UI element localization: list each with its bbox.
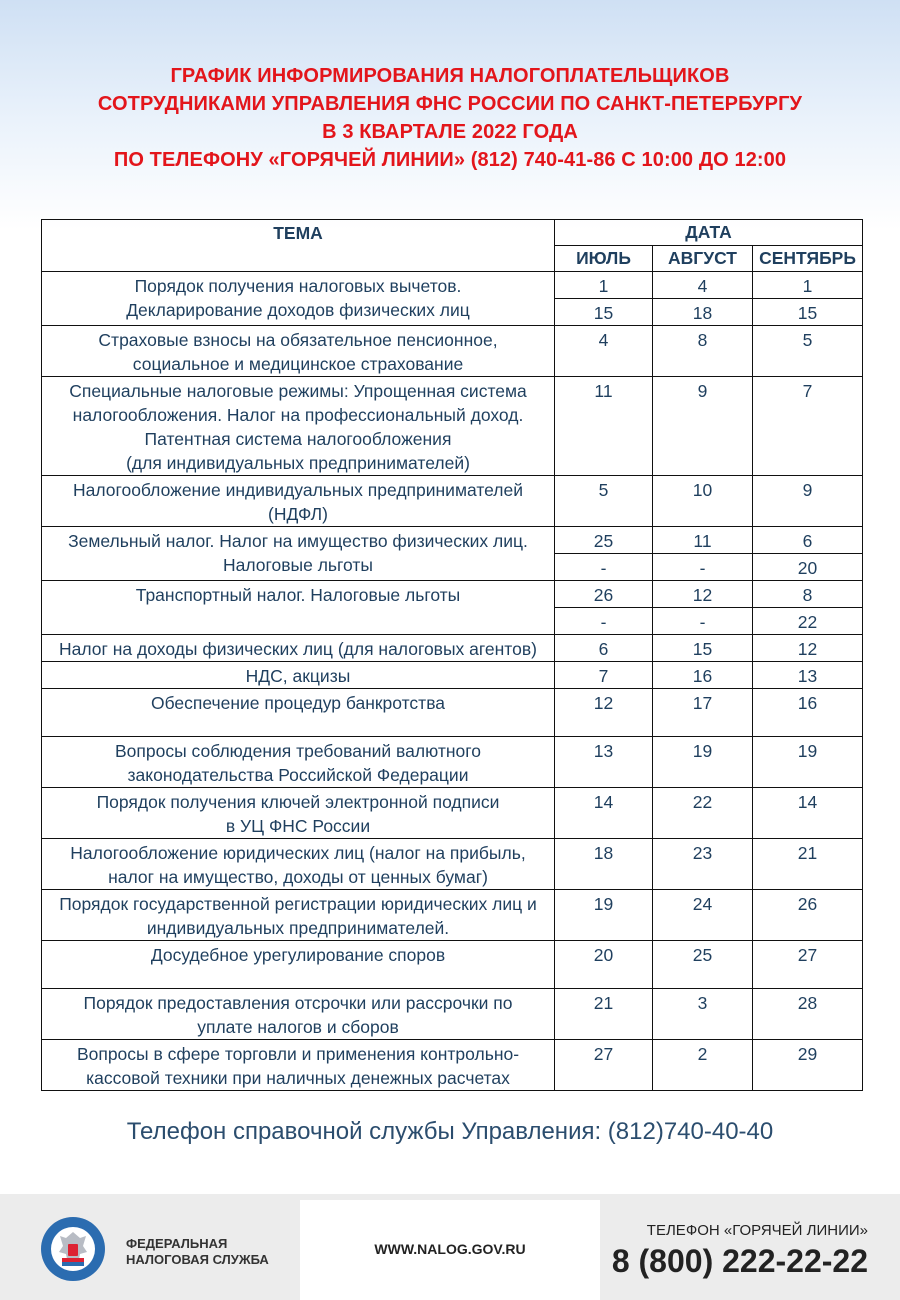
date-cell: 15: [555, 299, 653, 326]
org-name-line-1: ФЕДЕРАЛЬНАЯ: [126, 1236, 228, 1251]
topic-line: Транспортный налог. Налоговые льготы: [135, 585, 461, 605]
date-cell: 10: [653, 476, 753, 527]
table-row: [42, 635, 863, 662]
schedule-table: [41, 219, 863, 1091]
topic-line: Налог на доходы физических лиц (для налоговых агентов): [59, 639, 537, 659]
title-line-2: СОТРУДНИКАМИ УПРАВЛЕНИЯ ФНС РОССИИ ПО САНКТ-ПЕТЕРБУРГУ: [97, 93, 803, 115]
table-row: [42, 527, 863, 554]
topic-line: Порядок предоставления отсрочки или рассрочки по: [83, 993, 513, 1013]
date-cell: -: [555, 608, 653, 635]
date-cell: 13: [753, 662, 863, 689]
topic-cell: [42, 377, 555, 476]
title-line-3: В 3 КВАРТАЛЕ 2022 ГОДА: [322, 121, 578, 143]
topic-line: Специальные налоговые режимы: Упрощенная система: [69, 381, 527, 401]
date-cell: 21: [555, 989, 653, 1040]
date-cell: 23: [653, 839, 753, 890]
topic-cell: [42, 635, 555, 662]
topic-line: Налогообложение индивидуальных предпринимателей: [72, 480, 524, 500]
date-cell: 21: [753, 839, 863, 890]
date-cell: 11: [653, 527, 753, 554]
date-cell: 12: [653, 581, 753, 608]
date-cell: 22: [753, 608, 863, 635]
topic-line: (для индивидуальных предпринимателей): [126, 453, 470, 473]
date-cell: 18: [653, 299, 753, 326]
date-cell: 1: [753, 272, 863, 299]
topic-line: Досудебное урегулирование споров: [150, 945, 446, 965]
topic-line: Налоговые льготы: [223, 555, 373, 575]
table-row: [42, 839, 863, 890]
date-cell: -: [653, 608, 753, 635]
table-row: [42, 581, 863, 608]
date-cell: 28: [753, 989, 863, 1040]
org-name: [126, 1236, 269, 1268]
date-cell: -: [555, 554, 653, 581]
topic-cell: [42, 941, 555, 989]
date-cell: -: [653, 554, 753, 581]
reference-phone: Телефон справочной службы Управления: (812)740-40-40: [126, 1118, 774, 1145]
table-row: [42, 272, 863, 299]
topic-cell: [42, 989, 555, 1040]
page-title: [0, 62, 900, 174]
date-cell: 24: [653, 890, 753, 941]
date-cell: 19: [753, 737, 863, 788]
date-cell: 15: [653, 635, 753, 662]
topic-line: Вопросы соблюдения требований валютного: [114, 741, 481, 761]
date-cell: 7: [555, 662, 653, 689]
table-row: [42, 476, 863, 527]
topic-line: Вопросы в сфере торговли и применения контрольно-: [76, 1044, 520, 1064]
topic-cell: [42, 689, 555, 737]
date-cell: 29: [753, 1040, 863, 1091]
topic-cell: [42, 272, 555, 326]
table-row: [42, 890, 863, 941]
topic-cell: [42, 737, 555, 788]
date-cell: 8: [753, 581, 863, 608]
date-cell: 20: [555, 941, 653, 989]
topic-line: Декларирование доходов физических лиц: [126, 300, 470, 320]
table-row: [42, 989, 863, 1040]
topic-cell: [42, 1040, 555, 1091]
date-cell: 25: [555, 527, 653, 554]
footer: [0, 1194, 900, 1300]
topic-line: кассовой техники при наличных денежных расчетах: [86, 1068, 510, 1088]
org-name-line-2: НАЛОГОВАЯ СЛУЖБА: [126, 1252, 269, 1267]
topic-cell: [42, 890, 555, 941]
topic-cell: [42, 581, 555, 635]
date-cell: 5: [753, 326, 863, 377]
date-cell: 15: [753, 299, 863, 326]
topic-line: Порядок государственной регистрации юридических лиц и: [59, 894, 537, 914]
topic-cell: [42, 662, 555, 689]
date-cell: 25: [653, 941, 753, 989]
date-cell: 7: [753, 377, 863, 476]
topic-line: Порядок получения ключей электронной подписи: [96, 792, 500, 812]
topic-line: налог на имущество, доходы от ценных бумаг): [108, 867, 488, 887]
topic-line: налогообложения. Налог на профессиональный доход.: [72, 405, 524, 425]
month-header-august: АВГУСТ: [653, 246, 753, 272]
date-cell: 27: [555, 1040, 653, 1091]
date-cell: 11: [555, 377, 653, 476]
table-row: [42, 326, 863, 377]
fns-emblem-icon: [40, 1216, 106, 1282]
date-cell: 17: [653, 689, 753, 737]
date-cell: 22: [653, 788, 753, 839]
topic-line: Земельный налог. Налог на имущество физических лиц.: [68, 531, 528, 551]
topic-cell: [42, 476, 555, 527]
date-cell: 9: [753, 476, 863, 527]
table-row: [42, 689, 863, 737]
hotline-label: ТЕЛЕФОН «ГОРЯЧЕЙ ЛИНИИ»: [646, 1222, 868, 1239]
topic-line: Страховые взносы на обязательное пенсионное,: [98, 330, 498, 350]
topic-cell: [42, 527, 555, 581]
date-cell: 13: [555, 737, 653, 788]
topic-line: НДС, акцизы: [245, 666, 351, 686]
date-cell: 1: [555, 272, 653, 299]
date-cell: 5: [555, 476, 653, 527]
table-row: [42, 941, 863, 989]
month-header-september: СЕНТЯБРЬ: [753, 246, 863, 272]
hotline-number: 8 (800) 222-22-22: [611, 1243, 868, 1279]
table-row: [42, 737, 863, 788]
title-line-4: ПО ТЕЛЕФОНУ «ГОРЯЧЕЙ ЛИНИИ» (812) 740-41-86 С 10:00 ДО 12:00: [113, 149, 787, 171]
date-header: ДАТА: [555, 220, 863, 246]
date-cell: 16: [653, 662, 753, 689]
date-cell: 18: [555, 839, 653, 890]
date-cell: 6: [555, 635, 653, 662]
title-line-1: ГРАФИК ИНФОРМИРОВАНИЯ НАЛОГОПЛАТЕЛЬЩИКОВ: [170, 65, 730, 87]
topic-line: законодательства Российской Федерации: [127, 765, 469, 785]
topic-line: уплате налогов и сборов: [197, 1017, 399, 1037]
topic-line: (НДФЛ): [268, 504, 328, 524]
date-cell: 14: [753, 788, 863, 839]
table-row: [42, 788, 863, 839]
date-cell: 27: [753, 941, 863, 989]
date-cell: 26: [753, 890, 863, 941]
date-cell: 19: [653, 737, 753, 788]
topic-line: индивидуальных предпринимателей.: [146, 918, 450, 938]
date-cell: 14: [555, 788, 653, 839]
month-header-july: ИЮЛЬ: [555, 246, 653, 272]
topic-line: социальное и медицинское страхование: [132, 354, 464, 374]
table-row: [42, 662, 863, 689]
website-link[interactable]: WWW.NALOG.GOV.RU: [374, 1241, 526, 1257]
date-cell: 4: [555, 326, 653, 377]
date-cell: 4: [653, 272, 753, 299]
date-cell: 6: [753, 527, 863, 554]
topic-line: Обеспечение процедур банкротства: [150, 693, 446, 713]
date-cell: 8: [653, 326, 753, 377]
date-cell: 26: [555, 581, 653, 608]
topic-header: ТЕМА: [42, 220, 555, 272]
table-row: [42, 377, 863, 476]
table-row: [42, 1040, 863, 1091]
topic-line: в УЦ ФНС России: [225, 816, 371, 836]
topic-cell: [42, 839, 555, 890]
date-cell: 12: [555, 689, 653, 737]
topic-line: Порядок получения налоговых вычетов.: [134, 276, 462, 296]
date-cell: 3: [653, 989, 753, 1040]
date-cell: 2: [653, 1040, 753, 1091]
date-cell: 19: [555, 890, 653, 941]
date-cell: 20: [753, 554, 863, 581]
date-cell: 9: [653, 377, 753, 476]
topic-line: Налогообложение юридических лиц (налог на прибыль,: [70, 843, 526, 863]
date-cell: 12: [753, 635, 863, 662]
date-cell: 16: [753, 689, 863, 737]
topic-line: Патентная система налогообложения: [144, 429, 452, 449]
topic-cell: [42, 788, 555, 839]
topic-cell: [42, 326, 555, 377]
